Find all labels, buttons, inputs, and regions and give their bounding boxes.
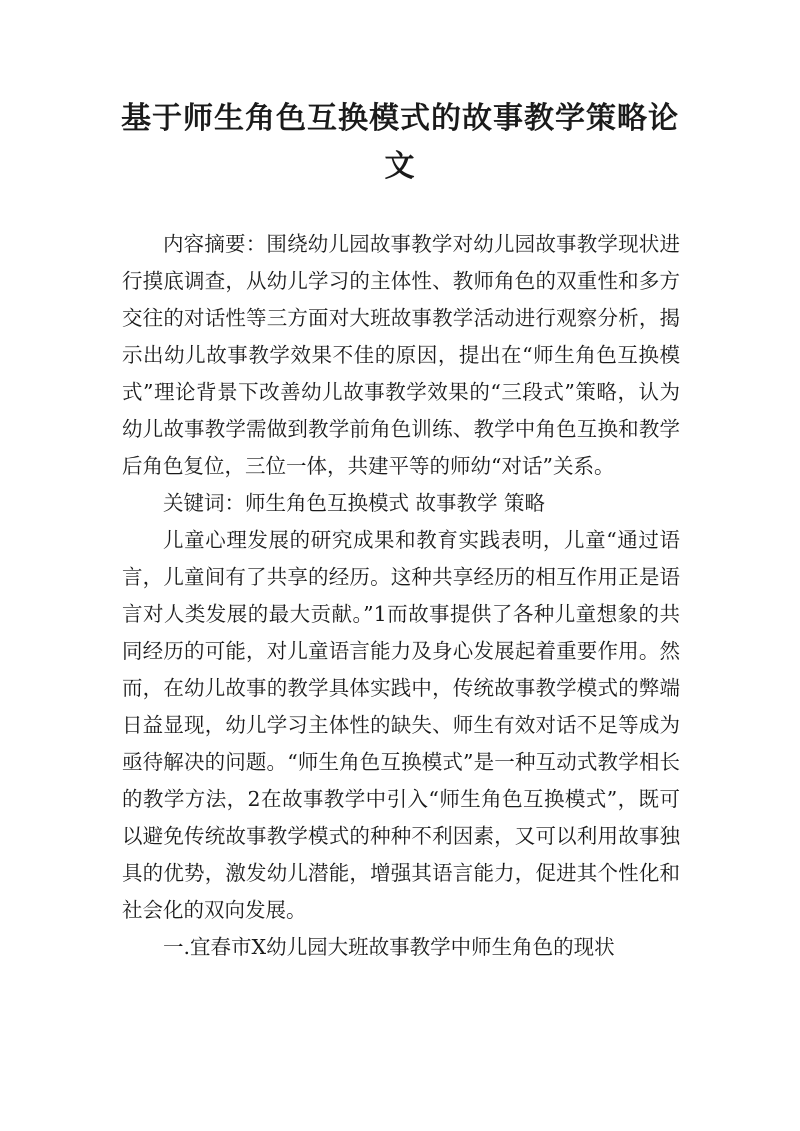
intro-paragraph: 儿童心理发展的研究成果和教育实践表明，儿童“通过语言，儿童间有了共享的经历。这种共享经历的相互作用正是语言对人类发展的最大贡献。”1而故事提供了各种儿童想象的共同经历的可能，对儿童语言能力及身心发展起着重要作用。然而，在幼儿故事的教学具体实践中，传统故事教学模式的弊端日益显现，幼儿学习主体性的缺失、师生有效对话不足等成为亟待解决的问题。“师生角色互换模式”是一种互动式教学相长的教学方法，2在故事教学中引入“师生角色互换模式”，既可以避免传统故事教学模式的种种不利因素，又可以利用故事独具的优势，激发幼儿潜能，增强其语言能力，促进其个性化和社会化的双向发展。 (122, 528, 680, 922)
document-body (122, 226, 680, 966)
keywords-line: 关键词：师生角色互换模式 故事教学 策略 (163, 491, 546, 515)
abstract-paragraph: 内容摘要：围绕幼儿园故事教学对幼儿园故事教学现状进行摸底调查，从幼儿学习的主体性、教师角色的双重性和多方交往的对话性等三方面对大班故事教学活动进行观察分析，揭示出幼儿故事教学效果不佳的原因，提出在“师生角色互换模式”理论背景下改善幼儿故事教学效果的“三段式”策略，认为幼儿故事教学需做到教学前角色训练、教学中角色互换和教学后角色复位，三位一体，共建平等的师幼“对话”关系。 (122, 232, 680, 478)
document-title: 基于师生角色互换模式的故事教学策略论文 (121, 101, 679, 184)
section-heading: 一.宜春市X幼儿园大班故事教学中师生角色的现状 (163, 935, 615, 959)
